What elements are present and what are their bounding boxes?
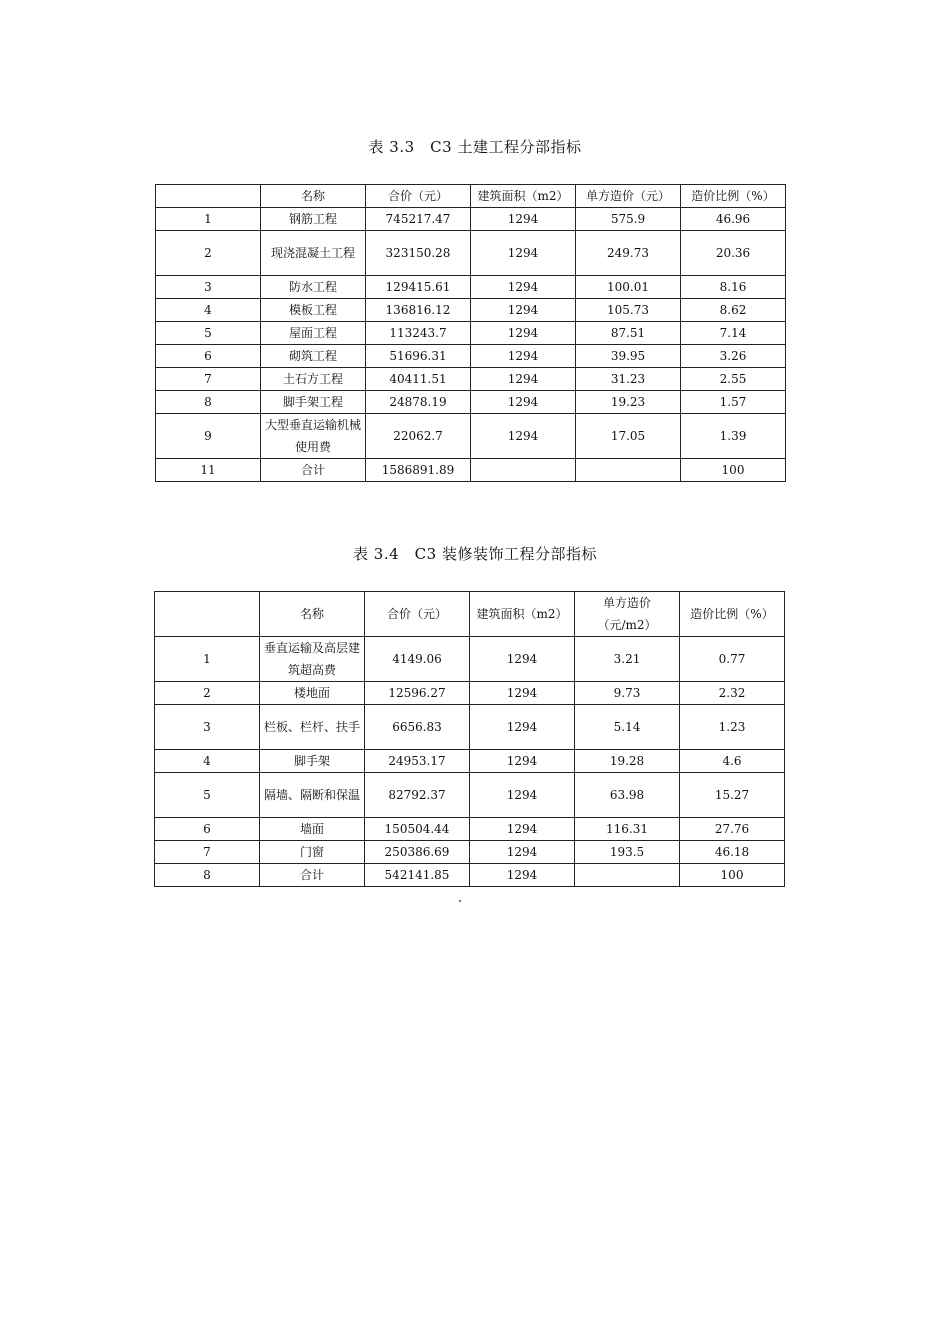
table-cell: 250386.69	[365, 841, 470, 864]
table-cell: 模板工程	[261, 299, 366, 322]
table-cell: 19.28	[575, 750, 680, 773]
table-cell: 1294	[470, 637, 575, 682]
table-cell: 1294	[471, 322, 576, 345]
table-cell: 51696.31	[366, 345, 471, 368]
table-cell: 39.95	[576, 345, 681, 368]
table-row	[155, 705, 785, 750]
table-cell: 575.9	[576, 208, 681, 231]
table-cell: 脚手架	[260, 750, 365, 773]
table-cell: 1294	[470, 750, 575, 773]
table-cell: 2.32	[680, 682, 785, 705]
table-cell: 20.36	[681, 231, 786, 276]
table-cell: 6656.83	[365, 705, 470, 750]
table-cell: 82792.37	[365, 773, 470, 818]
table-caption: 表 3.3 C3 土建工程分部指标	[368, 138, 582, 156]
table-cell: 8.16	[681, 276, 786, 299]
table-cell: 合计	[261, 459, 366, 482]
table-cell: 11	[156, 459, 261, 482]
table-cell: 1294	[470, 818, 575, 841]
table-cell: 1294	[471, 345, 576, 368]
header-cell: 建筑面积（m2）	[470, 592, 575, 637]
header-cell: 名称	[261, 185, 366, 208]
table-row	[156, 299, 786, 322]
header-cell: 造价比例（%）	[681, 185, 786, 208]
table-row	[156, 368, 786, 391]
table-cell: 5	[155, 773, 260, 818]
table-cell: 墙面	[260, 818, 365, 841]
table-caption: 表 3.4 C3 装修装饰工程分部指标	[353, 545, 597, 563]
table-cell: 3	[155, 705, 260, 750]
table-row	[156, 208, 786, 231]
table-cell: 15.27	[680, 773, 785, 818]
table-cell: 门窗	[260, 841, 365, 864]
table-row	[156, 322, 786, 345]
table-cell: 17.05	[576, 414, 681, 459]
table-cell: 2	[156, 231, 261, 276]
table-header-row	[155, 592, 785, 637]
table-cell: 323150.28	[366, 231, 471, 276]
table-cell: 1294	[471, 299, 576, 322]
table-cell: 砌筑工程	[261, 345, 366, 368]
table-cell: 1586891.89	[366, 459, 471, 482]
table-total-row	[156, 459, 786, 482]
table-row	[155, 637, 785, 682]
table-row	[156, 345, 786, 368]
table-cell: 7	[156, 368, 261, 391]
table-cell: 27.76	[680, 818, 785, 841]
table-cell: 隔墙、隔断和保温	[260, 773, 365, 818]
header-cell: 建筑面积（m2）	[471, 185, 576, 208]
table-cell: 6	[156, 345, 261, 368]
civil-works-index-table	[155, 184, 786, 482]
table-cell: 1294	[471, 231, 576, 276]
table-cell: 24953.17	[365, 750, 470, 773]
header-cell: 合价（元）	[365, 592, 470, 637]
header-cell: 单方造价（元）	[576, 185, 681, 208]
header-cell: 名称	[260, 592, 365, 637]
table-cell: 1294	[471, 391, 576, 414]
table-cell: 1294	[470, 705, 575, 750]
table-cell: 1294	[471, 276, 576, 299]
table-cell: 113243.7	[366, 322, 471, 345]
table-cell: 7	[155, 841, 260, 864]
scan-speck	[459, 900, 461, 902]
table-cell: 1294	[470, 682, 575, 705]
table-total-row	[155, 864, 785, 887]
table-row	[155, 682, 785, 705]
table-cell: 31.23	[576, 368, 681, 391]
table-cell: 栏板、栏杆、扶手	[260, 705, 365, 750]
table-cell: 现浇混凝土工程	[261, 231, 366, 276]
table-cell: 40411.51	[366, 368, 471, 391]
header-cell: 造价比例（%）	[680, 592, 785, 637]
table-cell: 9.73	[575, 682, 680, 705]
table-cell: 150504.44	[365, 818, 470, 841]
table-cell: 24878.19	[366, 391, 471, 414]
table-cell: 46.18	[680, 841, 785, 864]
table-cell: 129415.61	[366, 276, 471, 299]
table-cell: 4.6	[680, 750, 785, 773]
table-cell: 3.26	[681, 345, 786, 368]
table-cell: 钢筋工程	[261, 208, 366, 231]
table-cell: 4149.06	[365, 637, 470, 682]
table-cell: 防水工程	[261, 276, 366, 299]
table-cell: 22062.7	[366, 414, 471, 459]
table-cell	[576, 459, 681, 482]
table-cell: 3	[156, 276, 261, 299]
table-row	[156, 231, 786, 276]
header-cell: 合价（元）	[366, 185, 471, 208]
table-cell: 土石方工程	[261, 368, 366, 391]
table-cell: 5.14	[575, 705, 680, 750]
table-cell: 1	[155, 637, 260, 682]
header-cell: 单方造价（元/m2）	[575, 592, 680, 637]
table-cell: 8	[156, 391, 261, 414]
decoration-works-index-table	[154, 591, 785, 887]
table-cell: 100.01	[576, 276, 681, 299]
table-cell: 屋面工程	[261, 322, 366, 345]
table-cell: 1294	[470, 773, 575, 818]
table-row	[155, 818, 785, 841]
table-cell: 1	[156, 208, 261, 231]
table-cell: 100	[680, 864, 785, 887]
table-cell	[471, 459, 576, 482]
table-row	[155, 841, 785, 864]
table-row	[156, 391, 786, 414]
table-cell: 745217.47	[366, 208, 471, 231]
header-cell	[155, 592, 260, 637]
table-cell: 垂直运输及高层建筑超高费	[260, 637, 365, 682]
table-cell: 1.23	[680, 705, 785, 750]
table-cell: 9	[156, 414, 261, 459]
table-cell: 63.98	[575, 773, 680, 818]
table-cell: 1294	[471, 414, 576, 459]
table-cell: 1294	[471, 208, 576, 231]
table-cell: 116.31	[575, 818, 680, 841]
table-cell: 5	[156, 322, 261, 345]
table-cell: 4	[155, 750, 260, 773]
table-cell: 合计	[260, 864, 365, 887]
table-header-row	[156, 185, 786, 208]
table-cell: 楼地面	[260, 682, 365, 705]
table-row	[155, 773, 785, 818]
table-cell: 1294	[470, 841, 575, 864]
table-cell: 46.96	[681, 208, 786, 231]
table-cell: 7.14	[681, 322, 786, 345]
table-cell: 87.51	[576, 322, 681, 345]
table-cell: 249.73	[576, 231, 681, 276]
table-cell: 1294	[471, 368, 576, 391]
table-cell: 4	[156, 299, 261, 322]
table-cell: 136816.12	[366, 299, 471, 322]
table-cell: 2.55	[681, 368, 786, 391]
table-cell: 542141.85	[365, 864, 470, 887]
table-cell: 大型垂直运输机械使用费	[261, 414, 366, 459]
header-cell	[156, 185, 261, 208]
table-cell: 1.57	[681, 391, 786, 414]
table-cell: 3.21	[575, 637, 680, 682]
table-cell: 19.23	[576, 391, 681, 414]
table-cell	[575, 864, 680, 887]
table-row	[156, 414, 786, 459]
table-row	[155, 750, 785, 773]
table-cell: 脚手架工程	[261, 391, 366, 414]
table-cell: 2	[155, 682, 260, 705]
table-cell: 193.5	[575, 841, 680, 864]
table-cell: 6	[155, 818, 260, 841]
table-cell: 100	[681, 459, 786, 482]
table-cell: 105.73	[576, 299, 681, 322]
table-cell: 8.62	[681, 299, 786, 322]
table-row	[156, 276, 786, 299]
table-cell: 1294	[470, 864, 575, 887]
table-cell: 12596.27	[365, 682, 470, 705]
table-cell: 8	[155, 864, 260, 887]
table-cell: 1.39	[681, 414, 786, 459]
table-cell: 0.77	[680, 637, 785, 682]
